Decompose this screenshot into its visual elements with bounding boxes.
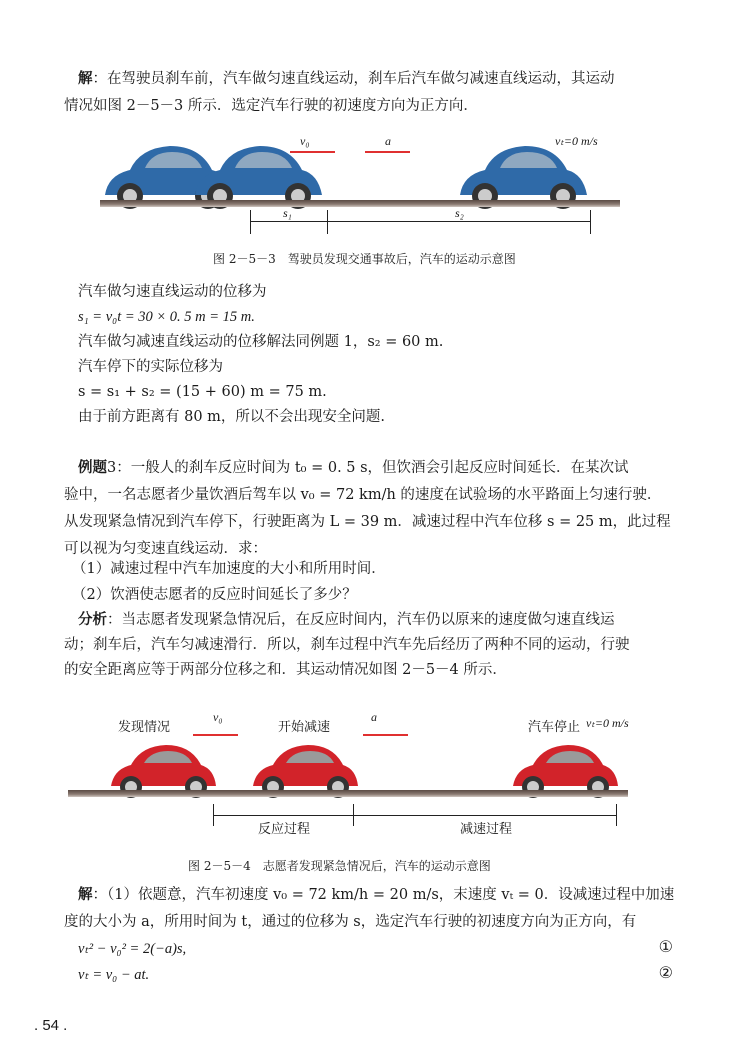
a-label: a	[385, 134, 391, 148]
equation-1-number: ①	[658, 937, 673, 956]
brake-label: 开始减速	[278, 720, 331, 735]
road	[68, 790, 628, 797]
s2-label: s₂	[455, 206, 464, 220]
question-1: （1）减速过程中汽车加速度的大小和所用时间．	[72, 561, 386, 577]
s1-dimension	[250, 221, 327, 222]
solution-line-2: 情况如图 2－5－3 所示．选定汽车行驶的初速度方向为正方向．	[64, 98, 478, 114]
equation-line: s = s₁ + s₂ = (15 + 60) m = 75 m.	[78, 384, 327, 400]
s1-label: s₁	[283, 206, 292, 220]
conclusion-line: 由于前方距离有 80 m，所以不会出现安全问题.	[78, 409, 386, 425]
analysis-label: 分析	[78, 612, 107, 628]
solution-2-line: 解：（1）依题意，汽车初速度 v₀ = 72 km/h = 20 m/s，末速度 vₜ = 0．设减速过程中加速	[78, 887, 675, 903]
example-label: 例题	[78, 460, 107, 476]
dim-tick	[327, 210, 328, 234]
dim-tick	[616, 804, 617, 826]
decel-dimension	[353, 815, 616, 816]
figure-2-5-4	[68, 708, 628, 838]
solution-paragraph: 解：在驾驶员刹车前，汽车做匀速直线运动，刹车后汽车做匀减速直线运动，其运动	[78, 71, 615, 87]
reaction-dimension	[213, 815, 353, 816]
decel-label: 减速过程	[460, 822, 513, 837]
example-3-line: 可以视为匀变速直线运动．求：	[64, 541, 267, 557]
v0-label: v₀	[213, 710, 223, 724]
equation-2-number: ②	[658, 963, 673, 982]
question-2: （2）饮酒使志愿者的反应时间延长了多少？	[72, 587, 357, 603]
equation-line: s₁ = v₀t = 30 × 0. 5 m = 15 m.	[78, 309, 255, 325]
v0-arrow	[193, 734, 238, 736]
analysis-line: 的安全距离应等于两部分位移之和．其运动情况如图 2－5－4 所示．	[64, 662, 507, 678]
page-number: . 54 .	[34, 1017, 68, 1034]
stop-label: 汽车停止	[528, 720, 581, 735]
reaction-label: 反应过程	[258, 822, 311, 837]
road	[100, 200, 620, 207]
figure-caption: 图 2－5－4 志愿者发现紧急情况后，汽车的运动示意图	[188, 859, 491, 873]
figure-2-5-3	[100, 128, 620, 238]
equation-2: vₜ = v₀ − at.	[78, 967, 150, 983]
analysis-line: 分析：当志愿者发现紧急情况后，在反应时间内，汽车仍以原来的速度做匀速直线运	[78, 612, 615, 628]
example-3-line: 从发现紧急情况到汽车停下，行驶距离为 L = 39 m．减速过程中汽车位移 s = 25 m，此过程	[64, 514, 671, 530]
v0-label: v₀	[300, 134, 310, 148]
v0-arrow	[290, 151, 335, 153]
working-line: 汽车做匀速直线运动的位移为	[78, 284, 267, 300]
dim-tick	[250, 210, 251, 234]
vt-label: vₜ=0 m/s	[555, 134, 598, 148]
working-line: 汽车停下的实际位移为	[78, 359, 223, 375]
a-label: a	[371, 710, 377, 724]
equation-1: vₜ² − v₀² = 2(−a)s,	[78, 941, 187, 957]
example-3-line: 验中，一名志愿者少量饮酒后驾车以 v₀ = 72 km/h 的速度在试验场的水平路面上匀速行驶．	[64, 487, 662, 503]
figure-caption: 图 2－5－3 驾驶员发现交通事故后，汽车的运动示意图	[213, 252, 516, 266]
analysis-line: 动；刹车后，汽车匀减速滑行．所以，刹车过程中汽车先后经历了两种不同的运动，行驶	[64, 637, 630, 653]
example-3-line: 例题3：一般人的刹车反应时间为 t₀ = 0. 5 s，但饮酒会引起反应时间延长．在某次试	[78, 460, 629, 476]
solution-2-line: 度的大小为 a，所用时间为 t，通过的位移为 s，选定汽车行驶的初速度方向为正方向，有	[64, 914, 637, 930]
working-line: 汽车做匀减速直线运动的位移解法同例题 1，s₂ = 60 m.	[78, 334, 444, 350]
vt-label: vₜ=0 m/s	[586, 716, 629, 730]
solution-label: 解	[78, 887, 93, 903]
dim-tick	[590, 210, 591, 234]
acceleration-arrow	[363, 734, 408, 736]
acceleration-arrow	[365, 151, 410, 153]
s2-dimension	[327, 221, 590, 222]
discover-label: 发现情况	[118, 720, 171, 735]
solution-label: 解	[78, 71, 93, 87]
